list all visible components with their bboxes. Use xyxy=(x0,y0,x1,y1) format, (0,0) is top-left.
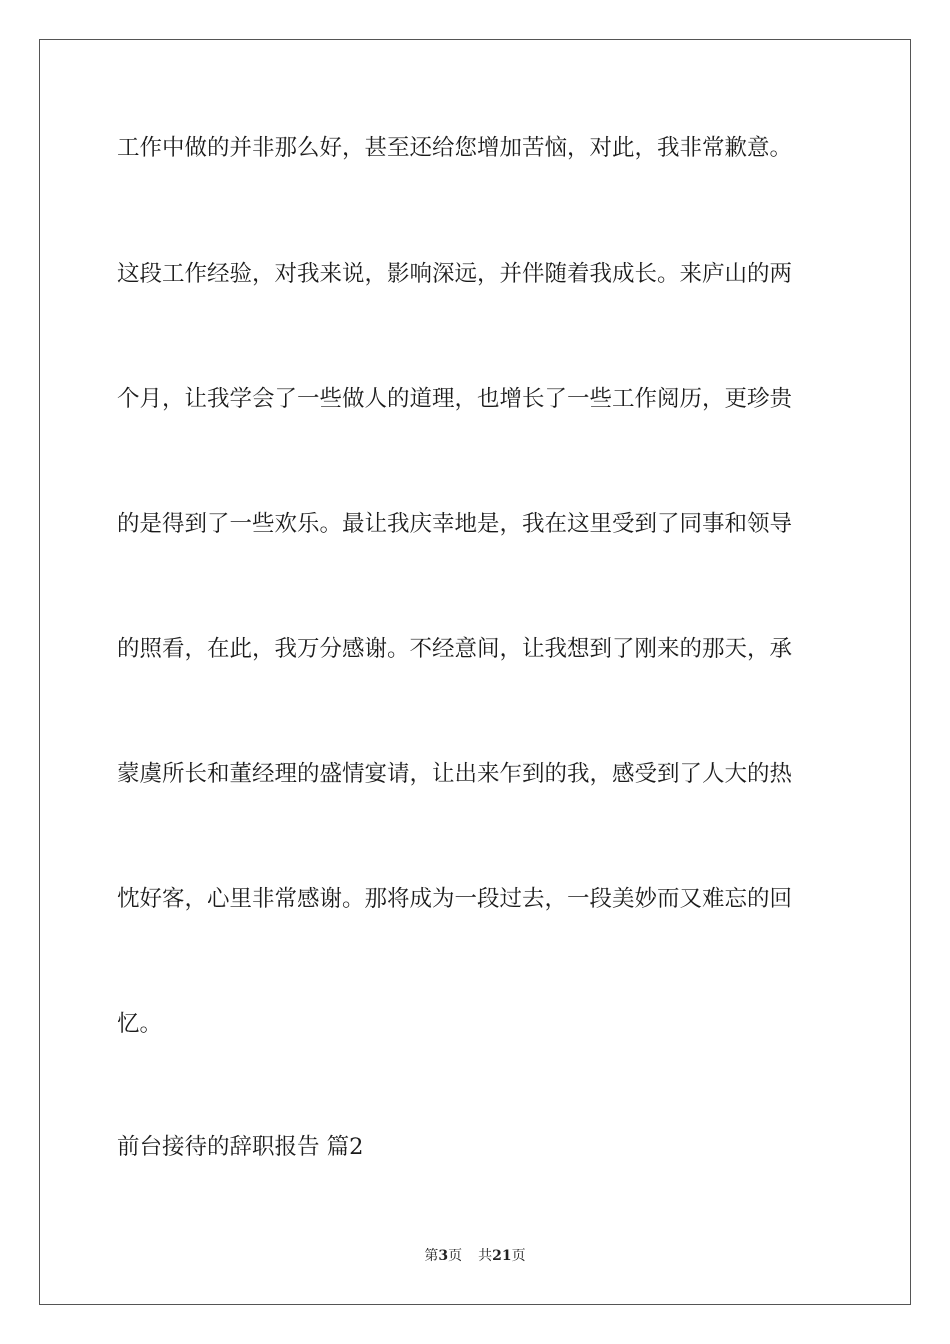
page-border xyxy=(39,39,911,1305)
body-text-line: 忆。 xyxy=(117,1011,163,1037)
body-text-line: 工作中做的并非那么好，甚至还给您增加苦恼，对此，我非常歉意。 xyxy=(117,135,793,161)
body-text-line: 蒙虞所长和董经理的盛情宴请，让出来乍到的我，感受到了人大的热 xyxy=(117,761,793,787)
page-number: 3 xyxy=(438,1248,449,1264)
total-prefix: 共 xyxy=(478,1248,493,1264)
body-text-line: 这段工作经验，对我来说，影响深远，并伴随着我成长。来庐山的两 xyxy=(117,261,793,287)
page-footer xyxy=(0,1247,950,1265)
body-text-line: 忱好客，心里非常感谢。那将成为一段过去，一段美妙而又难忘的回 xyxy=(117,886,793,912)
body-text-line: 的是得到了一些欢乐。最让我庆幸地是，我在这里受到了同事和领导 xyxy=(117,511,793,537)
body-text-line: 个月，让我学会了一些做人的道理，也增长了一些工作阅历，更珍贵 xyxy=(117,386,793,412)
section-heading: 前台接待的辞职报告 篇2 xyxy=(117,1134,364,1160)
body-text-line: 的照看，在此，我万分感谢。不经意间，让我想到了刚来的那天，承 xyxy=(117,636,793,662)
total-pages: 21 xyxy=(492,1248,512,1264)
page-suffix: 页 xyxy=(448,1248,463,1264)
total-suffix: 页 xyxy=(511,1248,526,1264)
page-prefix: 第 xyxy=(424,1248,439,1264)
